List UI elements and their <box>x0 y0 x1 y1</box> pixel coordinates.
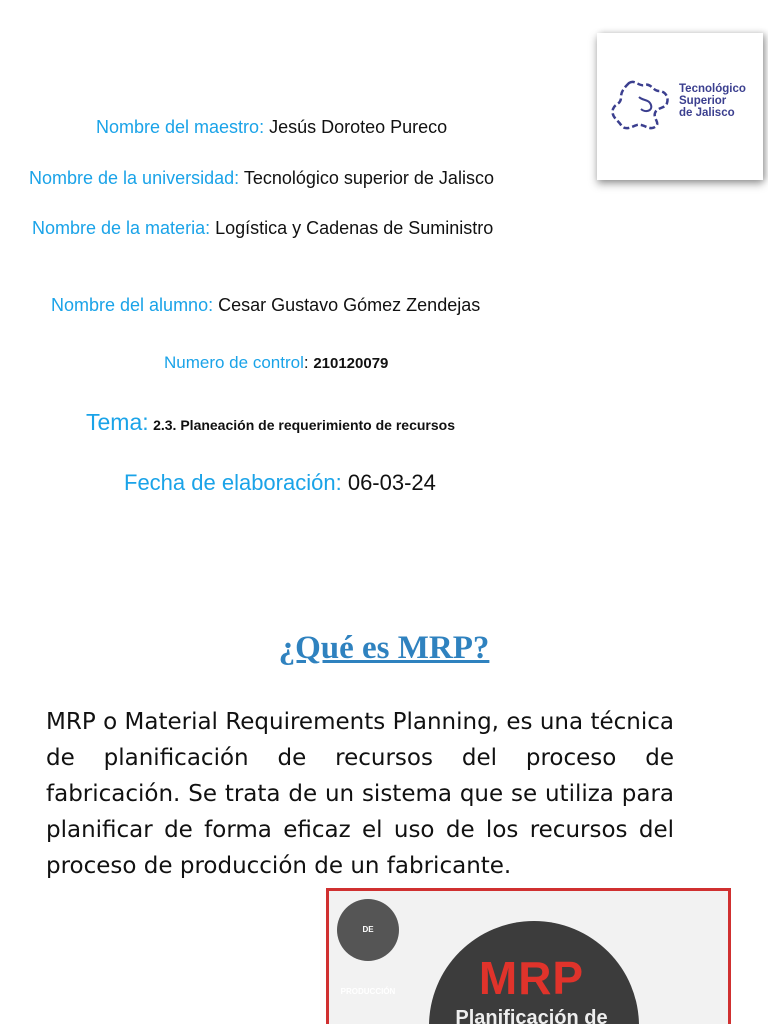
teacher-value: Jesús Doroteo Pureco <box>269 117 448 137</box>
control-colon: : <box>303 353 309 372</box>
teacher-line <box>96 117 768 138</box>
logo-line-1: Tecnológico <box>679 83 746 95</box>
date-line <box>124 470 768 496</box>
date-label: Fecha de elaboración: <box>124 470 342 495</box>
topic-line <box>86 409 768 436</box>
section-heading: ¿Qué es MRP? <box>278 630 490 666</box>
figure-badge: DE PRODUCCIÓN <box>337 899 399 961</box>
figure-title: MRP <box>478 952 585 1004</box>
university-line <box>29 168 768 189</box>
logo-text <box>679 83 746 119</box>
student-line <box>51 295 768 316</box>
student-label: Nombre del alumno: <box>51 295 214 315</box>
logo-line-3: de Jalisco <box>679 107 735 119</box>
university-value: Tecnológico superior de Jalisco <box>243 168 494 188</box>
subject-value: Logística y Cadenas de Suministro <box>215 218 494 238</box>
student-value: Cesar Gustavo Gómez Zendejas <box>218 295 481 315</box>
date-value: 06-03-24 <box>347 470 436 495</box>
control-line <box>164 353 768 373</box>
logo-line-2: Superior <box>679 95 727 107</box>
logo-card <box>597 33 763 180</box>
section-paragraph: MRP o Material Requirements Planning, es una técnica de planificación de recursos del proceso de fabricación. Se trata de un sistema que se utiliza para planificar de forma eficaz el uso de los recursos del proceso de producción de un fabricante. <box>46 709 674 879</box>
topic-value: 2.3. Planeación de requerimiento de recursos <box>153 417 455 433</box>
control-label: Numero de control <box>164 353 304 372</box>
subject-label: Nombre de la materia: <box>32 218 211 238</box>
figure-subtitle: Planificación de <box>455 1007 608 1024</box>
subject-line <box>32 218 768 239</box>
mrp-figure <box>326 888 731 1024</box>
teacher-label: Nombre del maestro: <box>96 117 265 137</box>
university-label: Nombre de la universidad: <box>29 168 240 188</box>
control-value: 210120079 <box>313 355 389 372</box>
topic-label: Tema: <box>86 409 149 435</box>
